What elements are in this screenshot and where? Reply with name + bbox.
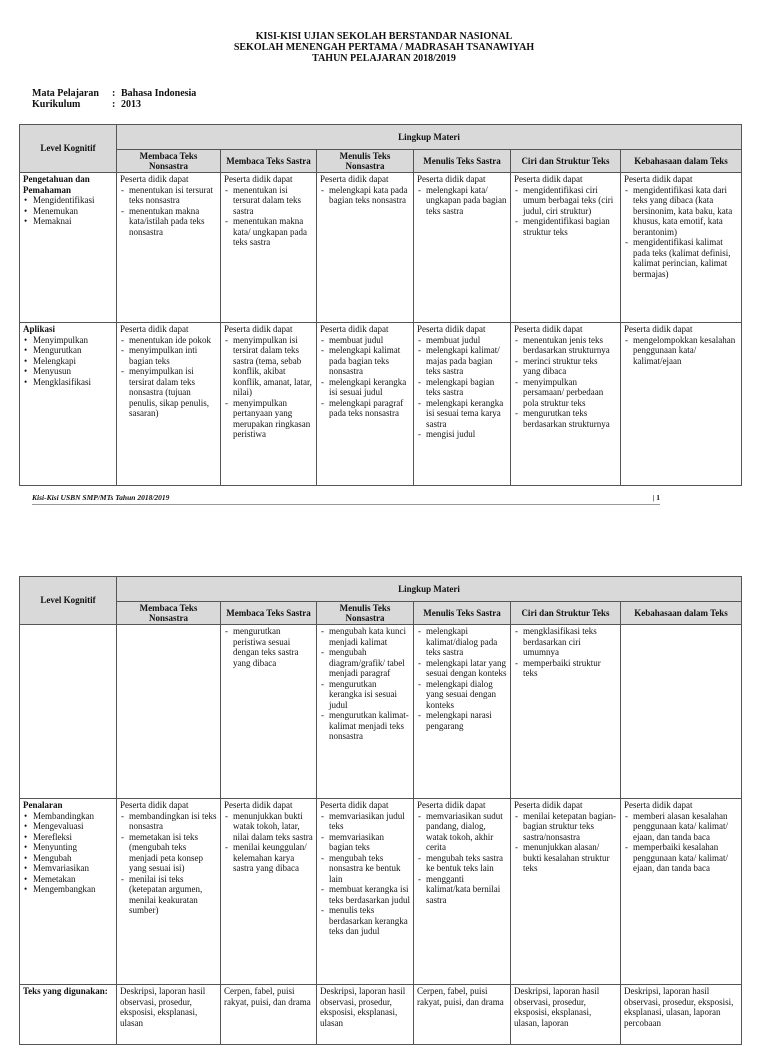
cell-item: - menilai isi teks (ketepatan argumen, menilai keakuratan sumber)	[129, 874, 217, 916]
level-title: Aplikasi	[23, 324, 56, 334]
column-header: Membaca Teks Nonsastra	[117, 150, 221, 173]
cell-item: - menentukan isi tersurat teks nonsastra	[129, 185, 217, 206]
lingkup-materi-header: Lingkup Materi	[117, 577, 742, 602]
cell-item: - membuat judul	[329, 335, 410, 346]
column-header: Membaca Teks Sastra	[221, 150, 317, 173]
cell-item: - melengkapi kalimat pada bagian teks nonsastra	[329, 345, 410, 377]
cell-item: - menilai ketepatan bagian-bagian struktur teks sastra/nonsastra	[523, 811, 617, 843]
cell-item: - membuat judul	[426, 335, 507, 346]
cell-item: - melengkapi kalimat/dialog pada teks sastra	[426, 626, 507, 658]
cell-item: - melengkapi kalimat/ majas pada bagian teks sastra	[426, 345, 507, 377]
column-header: Ciri dan Struktur Teks	[511, 150, 621, 173]
cell-item: - menunjukkan alasan/ bukti kesalahan struktur teks	[523, 842, 617, 874]
subject-label: Mata Pelajaran	[32, 88, 99, 99]
table-cell	[414, 799, 511, 985]
table-cell	[511, 173, 621, 323]
cell-item: - melengkapi kerangka isi sesuai judul	[329, 377, 410, 398]
level-title: Penalaran	[23, 800, 63, 810]
cell-item: - mengurutkan kalimat-kalimat menjadi teks nonsastra	[329, 710, 410, 742]
footer-text: Kisi-Kisi USBN SMP/MTs Tahun 2018/2019	[32, 493, 170, 502]
cell-item: - merinci struktur teks yang dibaca	[523, 356, 617, 377]
cell-item: - memperbaiki kesalahan penggunaan kata/ kalimat/ ejaan, dan tanda baca	[633, 842, 738, 874]
table-cell: Cerpen, fabel, puisi rakyat, puisi, dan drama	[221, 985, 317, 1045]
cell-list	[224, 185, 313, 248]
level-item: • Membandingkan	[33, 811, 113, 822]
cell-item: - menentukan makna kata/istilah pada teks nonsastra	[129, 206, 217, 238]
cell-lead: Peserta didik dapat	[514, 800, 583, 810]
table-cell: Deskripsi, laporan hasil observasi, prosedur, eksposisi, eksplanasi, ulasan, laporan percobaan	[621, 985, 742, 1045]
level-cell	[20, 799, 117, 985]
cell-item: - menentukan jenis teks berdasarkan strukturnya	[523, 335, 617, 356]
cell-lead: Peserta didik dapat	[320, 800, 389, 810]
table-cell	[511, 323, 621, 486]
table-row-continued	[20, 625, 742, 799]
cell-lead: Peserta didik dapat	[320, 324, 389, 334]
column-header: Menulis Teks Nonsastra	[317, 150, 414, 173]
table-cell: Cerpen, fabel, puisi rakyat, puisi, dan drama	[414, 985, 511, 1045]
cell-item: - menentukan isi tersurat dalam teks sastra	[233, 185, 313, 217]
cell-item: - menyimpulkan isi tersirat dalam teks nonsastra (tujuan penulis, sikap penulis, sasaran)	[129, 366, 217, 419]
level-list	[23, 195, 113, 227]
level-cell	[20, 625, 117, 799]
subject-value: Bahasa Indonesia	[121, 88, 197, 99]
table-cell	[511, 625, 621, 799]
cell-list	[224, 811, 313, 874]
cell-item: - melengkapi kata/ ungkapan pada bagian teks sastra	[426, 185, 507, 217]
cell-item: - mengklasifikasi teks berdasarkan ciri umumnya	[523, 626, 617, 658]
kisi-table-page-1	[19, 124, 742, 486]
cell-item: - mengidentifikasi kalimat pada teks (kalimat definisi, kalimat perincian, kalimat bermajas)	[633, 237, 738, 279]
table-cell	[317, 625, 414, 799]
column-header: Kebahasaan dalam Teks	[621, 602, 742, 625]
document-page-2	[0, 515, 768, 1028]
cell-item: - menyimpulkan isi tersirat dalam teks sastra (tema, sebab konflik, akibat konflik, amanat, latar, nilai)	[233, 335, 313, 398]
cell-item: - mengidentifikasi ciri umum berbagai teks (ciri judul, ciri struktur)	[523, 185, 617, 217]
column-header: Kebahasaan dalam Teks	[621, 150, 742, 173]
level-item: • Memvariasikan	[33, 863, 113, 874]
level-item: • Merefleksi	[33, 832, 113, 843]
cell-item: - melengkapi latar yang sesuai dengan konteks	[426, 658, 507, 679]
subject-colon: :	[112, 88, 116, 99]
cell-lead: Peserta didik dapat	[514, 324, 583, 334]
table-row-teks	[20, 985, 742, 1045]
cell-list	[624, 811, 738, 874]
table-cell	[221, 799, 317, 985]
cell-lead: Peserta didik dapat	[624, 800, 693, 810]
table-cell	[621, 173, 742, 323]
cell-lead: Peserta didik dapat	[624, 324, 693, 334]
cell-item: - melengkapi bagian teks sastra	[426, 377, 507, 398]
cell-item: - memperbaiki struktur teks	[523, 658, 617, 679]
cell-item: - melengkapi kerangka isi sesuai tema karya sastra	[426, 398, 507, 430]
cell-item: - menyimpulkan inti bagian teks	[129, 345, 217, 366]
table-cell	[117, 799, 221, 985]
table-cell	[221, 323, 317, 486]
table-cell	[317, 799, 414, 985]
cell-list	[320, 185, 410, 206]
cell-lead: Peserta didik dapat	[120, 174, 189, 184]
column-header: Membaca Teks Sastra	[221, 602, 317, 625]
cell-item: - memvariasikan judul teks	[329, 811, 410, 832]
cell-item: - mengelompokkan kesalahan penggunaan kata/ kalimat/ejaan	[633, 335, 738, 367]
cell-lead: Peserta didik dapat	[417, 800, 486, 810]
document-title-line-1: KISI-KISI UJIAN SEKOLAH BERSTANDAR NASIONAL	[255, 31, 513, 42]
table-cell	[221, 173, 317, 323]
page-footer	[32, 493, 660, 505]
cell-item: - mengisi judul	[426, 429, 507, 440]
column-header: Menulis Teks Sastra	[414, 602, 511, 625]
cell-lead: Peserta didik dapat	[514, 174, 583, 184]
cell-lead: Peserta didik dapat	[120, 324, 189, 334]
cell-list	[224, 335, 313, 440]
cell-item: - melengkapi kata pada bagian teks nonsastra	[329, 185, 410, 206]
cell-list	[320, 811, 410, 937]
level-item: • Mengidentifikasi	[33, 195, 113, 206]
kisi-table-page-2	[19, 576, 742, 1045]
cell-item: - mengidentifikasi kata dari teks yang dibaca (kata bersinonim, kata baku, kata khusus, kata emotif, kata berantonim)	[633, 185, 738, 238]
cell-list	[514, 811, 617, 874]
cell-list	[320, 335, 410, 419]
column-header: Ciri dan Struktur Teks	[511, 602, 621, 625]
level-cell	[20, 985, 117, 1045]
cell-item: - melengkapi paragraf pada teks nonsastra	[329, 398, 410, 419]
table-cell	[511, 799, 621, 985]
table-cell: Deskripsi, laporan hasil observasi, prosedur, eksposisi, eksplanasi, ulasan	[117, 985, 221, 1045]
level-item: • Mengembangkan	[33, 884, 113, 895]
cell-item: - mengubah teks sastra ke bentuk teks lain	[426, 853, 507, 874]
cell-list	[120, 811, 217, 916]
cell-item: - mengurutkan peristiwa sesuai dengan teks sastra yang dibaca	[233, 626, 313, 668]
cell-item: - mengurutkan kerangka isi sesuai judul	[329, 679, 410, 711]
level-title: Teks yang digunakan:	[23, 986, 108, 996]
cell-list	[120, 335, 217, 419]
table-cell	[414, 625, 511, 799]
column-header: Menulis Teks Nonsastra	[317, 602, 414, 625]
cell-item: - menunjukkan bukti watak tokoh, latar, nilai dalam teks sastra	[233, 811, 313, 843]
cell-item: - mengurutkan teks berdasarkan strukturnya	[523, 408, 617, 429]
cell-list	[120, 185, 217, 238]
cell-list	[624, 335, 738, 367]
table-row-pengetahuan	[20, 173, 742, 323]
curriculum-line	[32, 99, 141, 111]
cell-list	[514, 626, 617, 679]
cell-item: - memvariasikan bagian teks	[329, 832, 410, 853]
level-item: • Melengkapi	[33, 356, 113, 367]
cell-item: - melengkapi narasi pengarang	[426, 710, 507, 731]
level-kognitif-header: Level Kognitif	[20, 577, 117, 625]
curriculum-colon: :	[112, 99, 116, 110]
table-cell	[317, 173, 414, 323]
cell-item: - memvariasikan sudut pandang, dialog, watak tokoh, akhir cerita	[426, 811, 507, 853]
document-page-1	[0, 0, 768, 515]
cell-lead: Peserta didik dapat	[224, 324, 293, 334]
cell-list	[320, 626, 410, 742]
level-item: • Menyimpulkan	[33, 335, 113, 346]
cell-lead: Peserta didik dapat	[417, 324, 486, 334]
cell-lead: Peserta didik dapat	[224, 174, 293, 184]
page-number: | 1	[652, 493, 660, 502]
column-header: Membaca Teks Nonsastra	[117, 602, 221, 625]
table-cell	[414, 323, 511, 486]
cell-lead: Peserta didik dapat	[120, 800, 189, 810]
level-item: • Mengubah	[33, 853, 113, 864]
table-cell	[317, 323, 414, 486]
level-list	[23, 811, 113, 895]
cell-list	[514, 335, 617, 430]
document-title-line-2: SEKOLAH MENENGAH PERTAMA / MADRASAH TSANAWIYAH	[233, 42, 535, 53]
cell-item: - menentukan makna kata/ ungkapan pada teks sastra	[233, 216, 313, 248]
level-item: • Menyunting	[33, 842, 113, 853]
column-header: Menulis Teks Sastra	[414, 150, 511, 173]
lingkup-materi-header: Lingkup Materi	[117, 125, 742, 150]
curriculum-value: 2013	[121, 99, 141, 110]
curriculum-label: Kurikulum	[32, 99, 81, 110]
cell-item: - mengidentifikasi bagian struktur teks	[523, 216, 617, 237]
cell-item: - menulis teks berdasarkan kerangka teks dan judul	[329, 905, 410, 937]
cell-list	[417, 185, 507, 217]
level-item: • Menyusun	[33, 366, 113, 377]
table-cell	[621, 323, 742, 486]
table-cell	[117, 173, 221, 323]
table-cell	[117, 625, 221, 799]
cell-list	[417, 811, 507, 906]
cell-item: - menyimpulkan persamaan/ perbedaan pola struktur teks	[523, 377, 617, 409]
cell-item: - memetakan isi teks (mengubah teks menjadi peta konsep yang sesuai isi)	[129, 832, 217, 874]
cell-lead: Peserta didik dapat	[320, 174, 389, 184]
table-cell: Deskripsi, laporan hasil observasi, prosedur, eksposisi, eksplanasi, ulasan, laporan	[511, 985, 621, 1045]
cell-item: - mengganti kalimat/kata bernilai sastra	[426, 874, 507, 906]
cell-item: - membandingkan isi teks nonsastra	[129, 811, 217, 832]
cell-item: - menilai keunggulan/ kelemahan karya sastra yang dibaca	[233, 842, 313, 874]
document-title-line-3: TAHUN PELAJARAN 2018/2019	[312, 53, 456, 64]
cell-item: - menentukan ide pokok	[129, 335, 217, 346]
level-title: Pengetahuan dan Pemahaman	[23, 174, 90, 195]
level-item: • Mengevaluasi	[33, 821, 113, 832]
table-row-penalaran	[20, 799, 742, 985]
cell-lead: Peserta didik dapat	[624, 174, 693, 184]
table-cell	[621, 799, 742, 985]
cell-item: - mengubah diagram/grafik/ tabel menjadi paragraf	[329, 647, 410, 679]
level-cell	[20, 323, 117, 486]
level-kognitif-header: Level Kognitif	[20, 125, 117, 173]
cell-list	[417, 335, 507, 440]
cell-lead: Peserta didik dapat	[417, 174, 486, 184]
cell-item: - mengubah kata kunci menjadi kalimat	[329, 626, 410, 647]
level-item: • Menemukan	[33, 206, 113, 217]
cell-item: - membuat kerangka isi teks berdasarkan judul	[329, 884, 410, 905]
cell-item: - menyimpulkan pertanyaan yang merupakan ringkasan peristiwa	[233, 398, 313, 440]
cell-list	[417, 626, 507, 731]
cell-list	[624, 185, 738, 280]
level-list	[23, 335, 113, 388]
cell-item: - melengkapi dialog yang sesuai dengan konteks	[426, 679, 507, 711]
table-cell	[117, 323, 221, 486]
level-cell	[20, 173, 117, 323]
cell-list	[514, 185, 617, 238]
cell-list	[224, 626, 313, 668]
cell-lead: Peserta didik dapat	[224, 800, 293, 810]
level-item: • Mengklasifikasi	[33, 377, 113, 388]
table-cell	[621, 625, 742, 799]
table-row-aplikasi	[20, 323, 742, 486]
level-item: • Memaknai	[33, 216, 113, 227]
level-item: • Mengurutkan	[33, 345, 113, 356]
cell-item: - mengubah teks nonsastra ke bentuk lain	[329, 853, 410, 885]
cell-item: - memberi alasan kesalahan penggunaan kata/ kalimat/ ejaan, dan tanda baca	[633, 811, 738, 843]
table-cell	[221, 625, 317, 799]
table-cell	[414, 173, 511, 323]
level-item: • Memetakan	[33, 874, 113, 885]
table-cell: Deskripsi, laporan hasil observasi, prosedur, eksposisi, eksplanasi, ulasan	[317, 985, 414, 1045]
